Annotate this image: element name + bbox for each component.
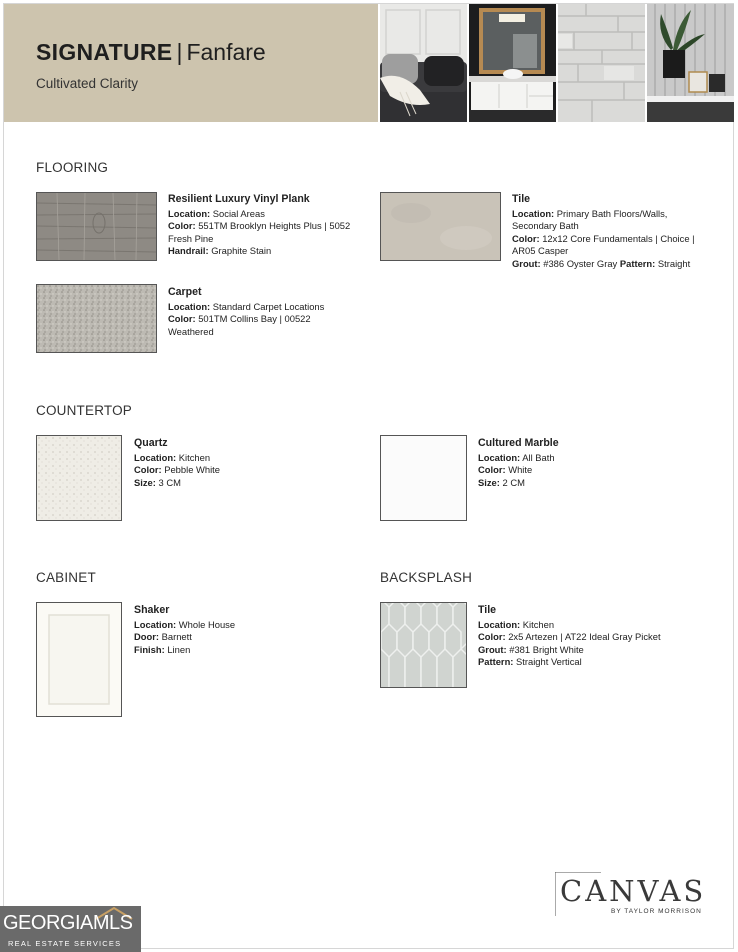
brand-collection: SIGNATURE (36, 39, 173, 65)
floor-tile-location: Location: Primary Bath Floors/Walls, Secondary Bath (512, 207, 668, 232)
section-flooring: FLOORING (36, 160, 109, 175)
floor-tile-spec (512, 193, 712, 271)
carpet-spec (168, 286, 343, 338)
georgia-mls-logo: GEORGIAMLS (3, 912, 133, 934)
cabinet-spec (134, 604, 334, 656)
marble-swatch (380, 435, 467, 521)
bathroom-photo (469, 4, 556, 122)
floor-tile-title: Tile (512, 193, 531, 205)
section-backsplash: BACKSPLASH (380, 570, 473, 585)
brand-title (36, 39, 266, 66)
backsplash-spec (478, 604, 708, 669)
quartz-size: Size: 3 CM (134, 476, 181, 488)
carpet-swatch (36, 284, 157, 353)
living-room-photo (380, 4, 467, 122)
lvp-swatch (36, 192, 157, 261)
header-banner (4, 4, 378, 122)
stone-wall-photo (558, 4, 645, 122)
quartz-color: Color: Pebble White (134, 464, 220, 476)
backsplash-title: Tile (478, 604, 497, 616)
quartz-swatch (36, 435, 122, 521)
canvas-logo-byline: BY TAYLOR MORRISON (611, 908, 702, 915)
cabinet-door: Door: Barnett (134, 631, 192, 643)
brand-separator: | (176, 39, 183, 65)
marble-location: Location: All Bath (478, 451, 555, 463)
lvp-handrail: Handrail: Graphite Stain (168, 245, 272, 257)
carpet-location: Location: Standard Carpet Locations (168, 300, 325, 312)
tagline: Cultivated Clarity (36, 76, 139, 91)
floor-tile-swatch (380, 192, 501, 261)
backsplash-swatch (380, 602, 467, 688)
cabinet-location: Location: Whole House (134, 618, 236, 630)
carpet-title: Carpet (168, 286, 202, 298)
cabinet-finish: Finish: Linen (134, 643, 191, 655)
quartz-spec (134, 437, 334, 489)
backsplash-location: Location: Kitchen (478, 618, 555, 630)
georgia-mls-watermark (0, 906, 141, 952)
section-countertop: COUNTERTOP (36, 403, 133, 418)
lvp-spec (168, 193, 363, 258)
canvas-logo (555, 872, 705, 918)
cabinet-title: Shaker (134, 604, 170, 616)
lvp-title: Resilient Luxury Vinyl Plank (168, 193, 310, 205)
carpet-color: Color: 501TM Collins Bay | 00522 Weathered (168, 313, 311, 337)
marble-spec (478, 437, 678, 489)
canvas-logo-word: CANVAS (560, 874, 707, 908)
lvp-location: Location: Social Areas (168, 207, 265, 219)
backsplash-grout: Grout: #381 Bright White (478, 643, 584, 655)
quartz-title: Quartz (134, 437, 168, 449)
georgia-mls-subtitle: REAL ESTATE SERVICES (8, 939, 122, 948)
backsplash-pattern: Pattern: Straight Vertical (478, 656, 582, 668)
quartz-location: Location: Kitchen (134, 451, 211, 463)
section-cabinet: CABINET (36, 570, 96, 585)
brand-name: Fanfare (186, 39, 266, 65)
decor-plant-photo (647, 4, 734, 122)
marble-size: Size: 2 CM (478, 476, 525, 488)
cabinet-swatch (36, 602, 122, 717)
marble-title: Cultured Marble (478, 437, 559, 449)
marble-color: Color: White (478, 464, 533, 476)
lvp-color: Color: 551TM Brooklyn Heights Plus | 5052 Fresh Pine (168, 220, 351, 244)
floor-tile-grout-pattern: Grout: #386 Oyster Gray Pattern: Straight (512, 257, 691, 269)
backsplash-color: Color: 2x5 Artezen | AT22 Ideal Gray Picket (478, 631, 661, 643)
floor-tile-color: Color: 12x12 Core Fundamentals | Choice | AR05 Casper (512, 232, 695, 257)
